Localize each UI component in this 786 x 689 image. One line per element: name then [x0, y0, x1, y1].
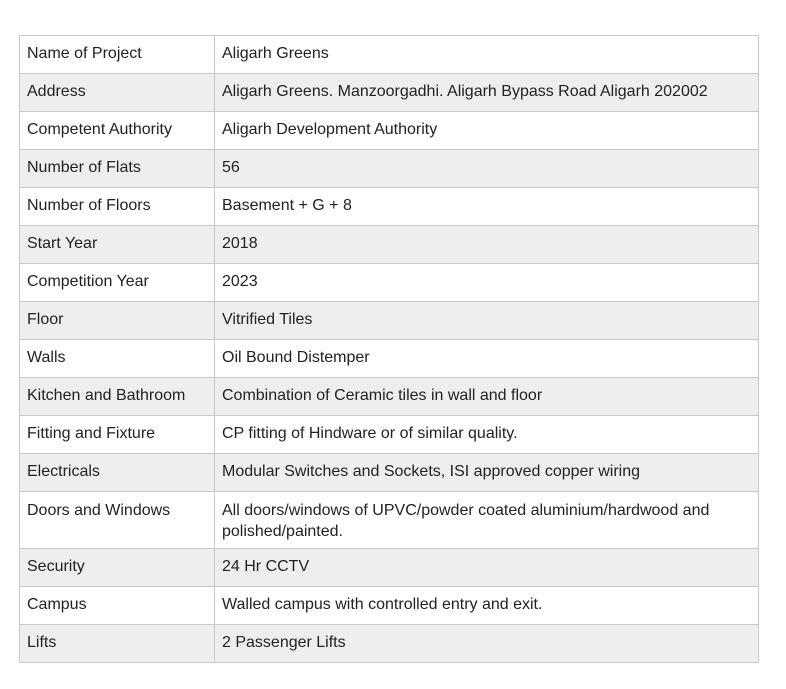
row-label: Kitchen and Bathroom — [20, 378, 215, 416]
table-row — [20, 416, 759, 454]
table-row — [20, 188, 759, 226]
row-value: 24 Hr CCTV — [215, 549, 759, 587]
row-value: Oil Bound Distemper — [215, 340, 759, 378]
row-label: Number of Flats — [20, 150, 215, 188]
row-label: Floor — [20, 302, 215, 340]
table-row — [20, 587, 759, 625]
row-value: Walled campus with controlled entry and exit. — [215, 587, 759, 625]
row-label: Lifts — [20, 625, 215, 663]
project-details-container — [19, 35, 758, 663]
table-row — [20, 264, 759, 302]
table-row — [20, 226, 759, 264]
row-value: 2 Passenger Lifts — [215, 625, 759, 663]
row-label: Competent Authority — [20, 112, 215, 150]
row-label: Fitting and Fixture — [20, 416, 215, 454]
row-value: 56 — [215, 150, 759, 188]
row-label: Address — [20, 74, 215, 112]
row-value: Aligarh Greens. Manzoorgadhi. Aligarh Bypass Road Aligarh 202002 — [215, 74, 759, 112]
table-row — [20, 625, 759, 663]
table-row — [20, 454, 759, 492]
table-row — [20, 150, 759, 188]
row-label: Competition Year — [20, 264, 215, 302]
row-label: Doors and Windows — [20, 492, 215, 549]
row-value: Basement + G + 8 — [215, 188, 759, 226]
row-label: Walls — [20, 340, 215, 378]
row-value: Aligarh Development Authority — [215, 112, 759, 150]
row-value: 2023 — [215, 264, 759, 302]
table-row — [20, 302, 759, 340]
row-label: Start Year — [20, 226, 215, 264]
table-row — [20, 74, 759, 112]
row-value: Vitrified Tiles — [215, 302, 759, 340]
project-details-table — [19, 35, 759, 663]
table-row — [20, 549, 759, 587]
table-row — [20, 340, 759, 378]
row-value: CP fitting of Hindware or of similar quality. — [215, 416, 759, 454]
row-value: Modular Switches and Sockets, ISI approved copper wiring — [215, 454, 759, 492]
row-label: Security — [20, 549, 215, 587]
row-label: Name of Project — [20, 36, 215, 74]
table-row — [20, 492, 759, 549]
row-value: All doors/windows of UPVC/powder coated aluminium/hardwood and polished/painted. — [215, 492, 759, 549]
table-row — [20, 36, 759, 74]
table-row — [20, 378, 759, 416]
row-value: 2018 — [215, 226, 759, 264]
row-label: Number of Floors — [20, 188, 215, 226]
table-row — [20, 112, 759, 150]
row-label: Campus — [20, 587, 215, 625]
row-label: Electricals — [20, 454, 215, 492]
row-value: Combination of Ceramic tiles in wall and floor — [215, 378, 759, 416]
row-value: Aligarh Greens — [215, 36, 759, 74]
